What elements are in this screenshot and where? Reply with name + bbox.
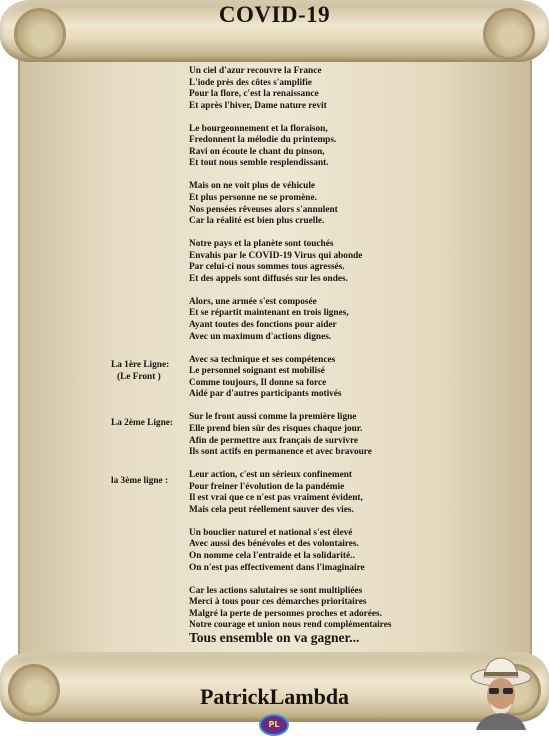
label-second-line: La 2ème Ligne: [111,418,173,428]
final-line: Tous ensemble on va gagner... [189,629,360,645]
poem-line: Elle prend bien sûr des risques chaque jour. [189,423,363,434]
poem-line: On n'est pas effectivement dans l'imaginaire [189,562,365,573]
stanza-7 [189,412,489,458]
author-avatar [470,655,532,730]
poem-line: Ils sont actifs en permanence et avec bravoure [189,447,372,458]
author-logo-icon: PL [259,714,289,736]
poem-line: Alors, une armée s'est composée [189,296,317,307]
author-signature: PatrickLambda [199,684,350,709]
stanza-5 [189,297,489,343]
poem-line: Ayant toutes des fonctions pour aider [189,320,337,331]
poem-line: Comme toujours, Il donne sa force [189,377,327,388]
poem-line: Et après l'hiver, Dame nature revit [189,100,327,111]
label-first-line: La 1ère Ligne: [111,360,170,370]
poem-line: Envahis par le COVID-19 Virus qui abonde [189,250,363,261]
poem-line: Un ciel d'azur recouvre la France [189,66,322,76]
poem-line: Il est vrai que ce n'est pas vraiment évident, [189,493,363,504]
page-title: COVID-19 [218,2,331,27]
poem-line: Notre courage et union nous rend complémentaires [189,620,392,631]
poem-line: Pour la flore, c'est la renaissance [189,89,319,100]
stanza-8 [189,470,489,516]
poem-line: Et plus personne ne se promène. [189,193,317,204]
poem-line: Ravi on écoute le chant du pinson, [189,146,325,157]
stanza-10 [189,586,489,632]
label-first-line-sub: (Le Front ) [117,372,161,382]
poem-line: Et tout nous semble resplendissant. [189,158,329,169]
poem-line: Et se répartit maintenant en trois lignes, [189,308,349,319]
poem-line: Avec aussi des bénévoles et des volontaires. [189,539,359,550]
poem-line: Malgré la perte de personnes proches et adorées. [189,608,382,619]
stanza-3 [189,181,489,227]
stanza-2 [189,124,489,170]
poem-line: Afin de permettre aux français de survivre [189,435,359,446]
label-third-line: la 3ème ligne : [111,476,169,486]
poem-line: Aidé par d'autres participants motivés [189,389,342,400]
poem-line: Car la réalité est bien plus cruelle. [189,216,325,227]
stanza-4 [189,239,489,285]
poem-line: Mais cela peut réellement sauver des vies. [189,504,354,515]
stanza-6 [189,355,489,401]
poem-line: L'iode près des côtes s'amplifie [189,77,312,88]
poem-line: Nos pensées rêveuses alors s'annulent [189,204,338,215]
poem-line: Fredonnent la mélodie du printemps. [189,135,337,146]
poem-line: Sur le front aussi comme la première ligne [189,412,357,423]
poem-line: Par celui-ci nous sommes tous agressés. [189,262,345,273]
poem-line: Mais on ne voit plus de véhicule [189,181,316,192]
poem-line: On nomme cela l'entraide et la solidarité.. [189,550,355,561]
poem-line: Et des appels sont diffusés sur les ondes. [189,273,348,284]
poem-line: Un bouclier naturel et national s'est élevé [189,527,353,538]
poem-line: Leur action, c'est un sérieux confinement [189,470,353,481]
poem-line: Car les actions salutaires se sont multipliées [189,585,363,596]
poem-line: Avec un maximum d'actions dignes. [189,331,332,342]
poem-line: Le bourgeonnement et la floraison, [189,123,328,134]
stanza-1 [189,66,489,112]
stanza-9 [189,528,489,574]
poem-line: Notre pays et la planète sont touchés [189,239,334,250]
poem-line: Avec sa technique et ses compétences [189,354,336,365]
poem-line: Pour freiner l'évolution de la pandémie [189,481,345,492]
poem-line: Merci à tous pour ces démarches prioritaires [189,597,367,608]
poem-line: Le personnel soignant est mobilisé [189,366,325,377]
poem-body [189,66,489,643]
